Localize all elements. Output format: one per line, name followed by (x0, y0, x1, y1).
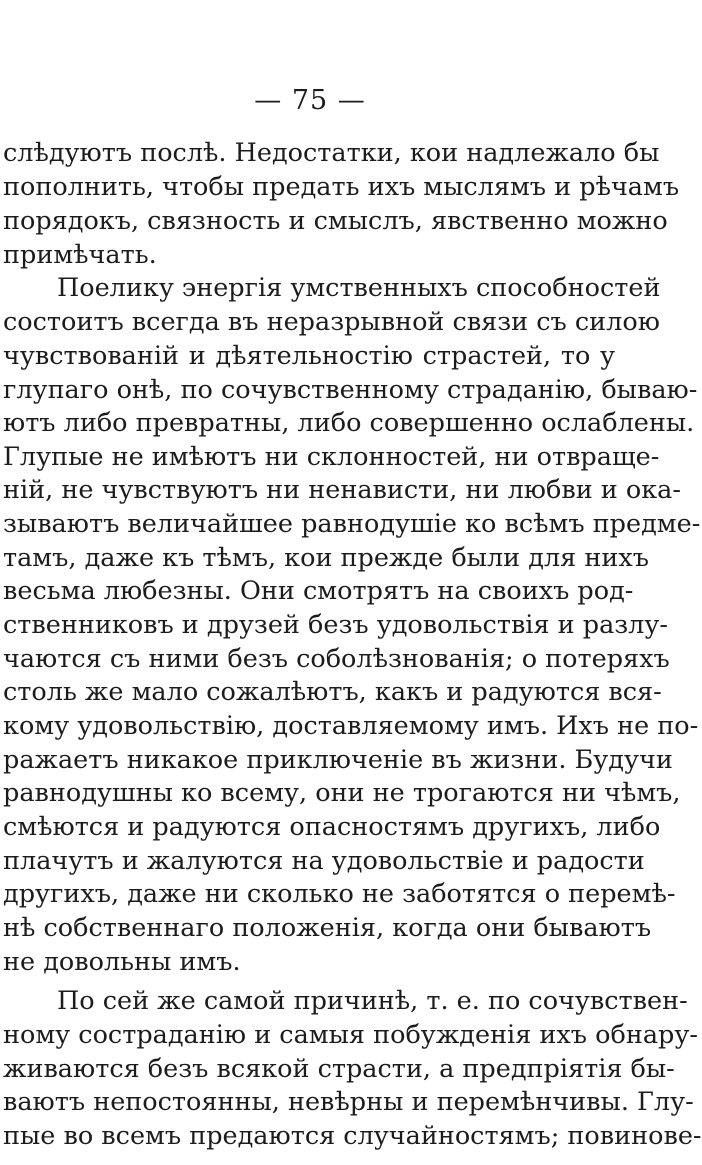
text-line: ственниковъ и друзей безъ удовольствія и разлу- (3, 610, 669, 640)
text-line: состоитъ всегда въ неразрывной связи съ силою (3, 307, 660, 337)
text-line: глупаго онѣ, по сочувственному страданію, бываю- (3, 375, 698, 405)
text-line: пые во всемъ предаются случайностямъ; повинове- (3, 1121, 702, 1151)
text-line: живаются безъ всякой страсти, а предпріятія бы- (3, 1054, 675, 1084)
text-line: плачутъ и жалуются на удовольствіе и радости (3, 846, 645, 876)
text-line: ній, не чувствуютъ ни ненависти, ни любви и ока- (3, 475, 682, 505)
text-line: ражаетъ никакое приключеніе въ жизни. Будучи (3, 745, 673, 775)
text-line: ваютъ непостоянны, невѣрны и перемѣнчивы. Глу- (3, 1087, 694, 1117)
text-line: примѣчать. (3, 240, 157, 270)
text-line: порядокъ, связность и смыслъ, явственно можно (3, 206, 668, 236)
text-line: столь же мало сожалѣютъ, какъ и радуются вся- (3, 677, 662, 707)
text-line: чувствованій и дѣятельностію страстей, то у (3, 341, 615, 371)
paragraph-first-line: По сей же самой причинѣ, т. е. по сочувствен- (57, 986, 688, 1016)
text-line: нѣ собственнаго положенія, когда они бываютъ (3, 913, 652, 943)
text-line: равнодушны ко всему, они не трогаются ни чѣмъ, (3, 778, 681, 808)
text-line: чаются съ ними безъ соболѣзнованія; о потеряхъ (3, 644, 670, 674)
text-line: не довольны имъ. (3, 947, 241, 977)
text-line: смѣются и радуются опасностямъ другихъ, либо (3, 812, 661, 842)
text-line: слѣдуютъ послѣ. Недостатки, кои надлежало бы (3, 138, 660, 168)
text-line: пополнить, чтобы предать ихъ мыслямъ и рѣчамъ (3, 172, 680, 202)
text-line: кому удовольствію, доставляемому имъ. Ихъ не по- (3, 711, 699, 741)
text-line: зываютъ величайшее равнодушіе ко всѣмъ предме- (3, 509, 701, 539)
text-line: ному состраданію и самыя побужденія ихъ обнару- (3, 1020, 698, 1050)
paragraph-first-line: Поелику энергія умственныхъ способностей (57, 273, 661, 303)
page-number: — 75 — (254, 85, 366, 116)
text-line: Глупые не имѣютъ ни склонностей, ни отвраще- (3, 442, 660, 472)
text-line: ютъ либо превратны, либо совершенно ослаблены. (3, 408, 695, 438)
text-line: весьма любезны. Они смотрятъ на своихъ род- (3, 576, 634, 606)
text-line: другихъ, даже ни сколько не заботятся о перемѣ- (3, 879, 676, 909)
text-line: тамъ, даже къ тѣмъ, кои прежде были для нихъ (3, 543, 649, 573)
